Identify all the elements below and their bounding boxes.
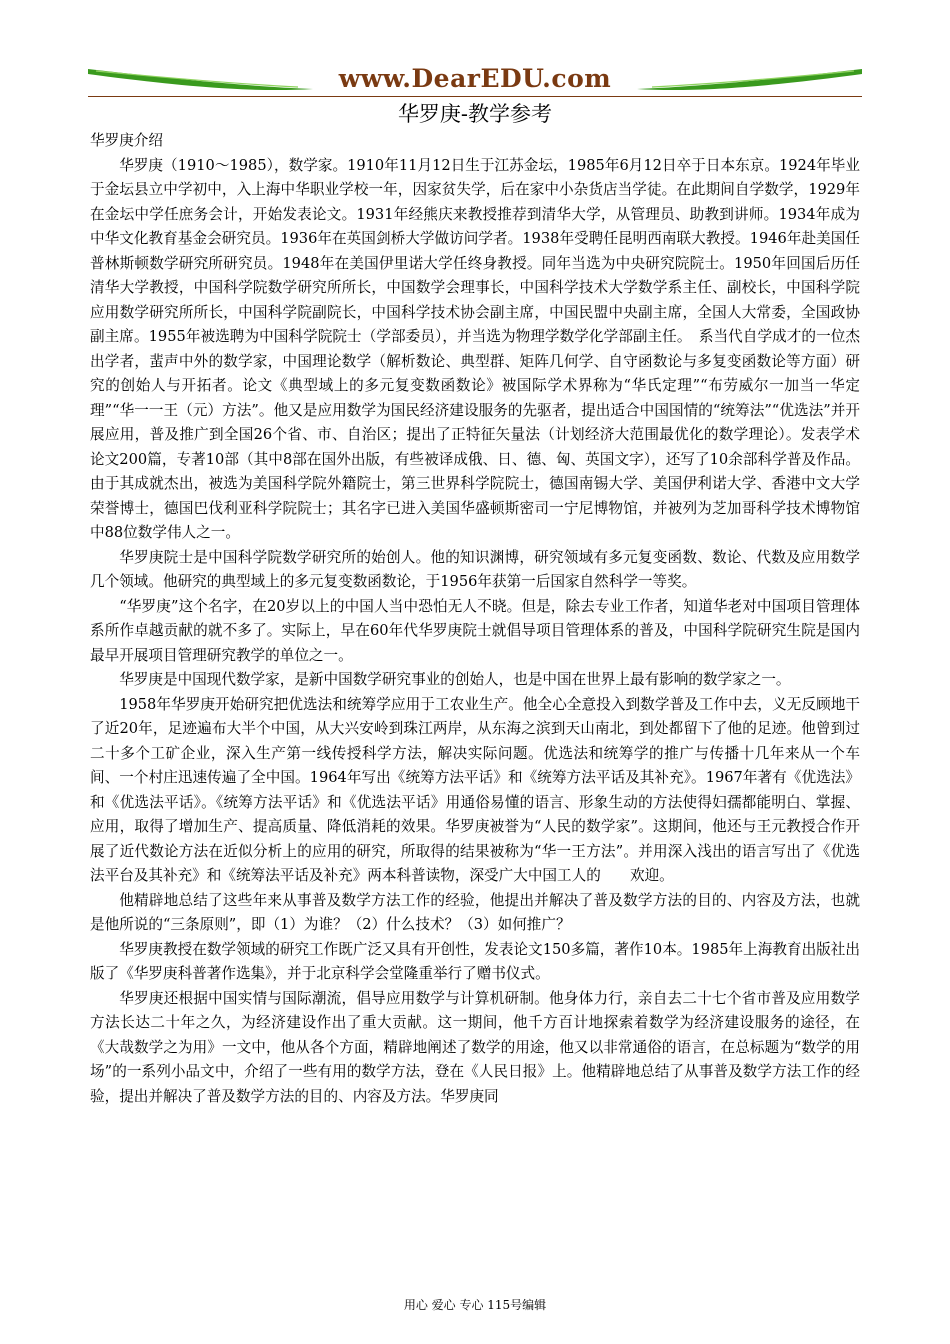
banner-divider <box>88 96 862 97</box>
site-banner <box>88 62 862 96</box>
page-title: 华罗庚-教学参考 <box>397 102 553 126</box>
paragraph-2: 华罗庚院士是中国科学院数学研究所的始创人。他的知识渊博，研究领域有多元复变函数、数论、代数及应用数学几个领域。他研究的典型域上的多元复变数函数论，于1956年获第一后国家自然科学一等奖。 <box>90 548 860 590</box>
paragraph-8: 华罗庚还根据中国实情与国际潮流，倡导应用数学与计算机研制。他身体力行，亲自去二十七个省市普及应用数学方法长达二十年之久，为经济建设作出了重大贡献。这一期间，他千方百计地探索着数学为经济建设服务的途径，在《大哉数学之为用》一文中，他从各个方面，精辟地阐述了数学的用途，他又以非常通俗的语言，在总标题为“数学的用场”的一系列小品文中，介绍了一些有用的数学方法，登在《人民日报》上。他精辟地总结了从事普及数学方法工作的经验，提出并解决了普及数学方法的目的、内容及方法。华罗庚同 <box>90 989 860 1105</box>
paragraph-1: 华罗庚（1910～1985），数学家。1910年11月12日生于江苏金坛，1985年6月12日卒于日本东京。1924年毕业于金坛县立中学初中，入上海中华职业学校一年，因家贫失学，后在家中小杂货店当学徒。在此期间自学数学，1929年在金坛中学任庶务会计，开始发表论文。1931年经熊庆来教授推荐到清华大学，从管理员、助教到讲师。1934年成为中华文化教育基金会研究员。1936年在英国剑桥大学做访问学者。1938年受聘任昆明西南联大教授。1946年赴美国任普林斯顿数学研究所研究员。1948年在美国伊里诺大学任终身教授。同年当选为中央研究院院士。1950年回国后历任清华大学教授，中国科学院数学研究所所长，中国数学会理事长，中国科学技术大学数学系主任、副校长，中国科学院应用数学研究所所长，中国科学院副院长，中国科学技术协会副主席，中国民盟中央副主席，全国人大常委，全国政协副主席。1955年被选聘为中国科学院院士（学部委员），并当选为物理学数学化学部副主任。 系当代自学成才的一位杰出学者，蜚声中外的数学家，中国理论数学（解析数论、典型群、矩阵几何学、自守函数论与多复变函数论等方面）研究的创始人与开拓者。论文《典型域上的多元复变数函数论》被国际学术界称为“华氏定理”“布劳威尔一加当一华定理”“华一一王（元）方法”。他又是应用数学为国民经济建设服务的先驱者，提出适合中国国情的“统筹法”“优选法”并开展应用，普及推广到全国26个省、市、自治区；提出了正特征矢量法（计划经济大范围最优化的数学理论）。发表学术论文200篇，专著10部（其中8部在国外出版，有些被译成俄、日、德、匈、英国文字），还写了10余部科学普及作品。由于其成就杰出，被选为美国科学院外籍院士，第三世界科学院院士，德国南锡大学、美国伊利诺大学、香港中文大学荣誉博士，德国巴伐利亚科学院院士；其名字已进入美国华盛顿斯密司一宁尼博物馆，并被列为芝加哥科学技术博物馆中88位数学伟人之一。 <box>90 156 860 541</box>
section-heading: 华罗庚介绍 <box>90 132 163 149</box>
document-body <box>90 129 860 1109</box>
paragraph-3: “华罗庚”这个名字，在20岁以上的中国人当中恐怕无人不晓。但是，除去专业工作者，知道华老对中国项目管理体系所作卓越贡献的就不多了。实际上，早在60年代华罗庚院士就倡导项目管理体系的普及，中国科学院研究生院是国内最早开展项目管理研究教学的单位之一。 <box>90 597 860 664</box>
page-footer: 用心 爱心 专心 115号编辑 <box>403 1298 547 1312</box>
paragraph-6: 他精辟地总结了这些年来从事普及数学方法工作的经验，他提出并解决了普及数学方法的目的、内容及方法，也就是他所说的“三条原则”，即（1）为谁？（2）什么技术？（3）如何推广？ <box>90 891 860 933</box>
paragraph-7: 华罗庚教授在数学领域的研究工作既广泛又具有开创性，发表论文150多篇，著作10本。1985年上海教育出版社出版了《华罗庚科普著作选集》，并于北京科学会堂隆重举行了赠书仪式。 <box>90 940 860 982</box>
paragraph-5: 1958年华罗庚开始研究把优选法和统筹学应用于工农业生产。他全心全意投入到数学普及工作中去，义无反顾地干了近20年，足迹遍布大半个中国，从大兴安岭到珠江两岸，从东海之滨到天山南北，到处都留下了他的足迹。他曾到过二十多个工矿企业，深入生产第一线传授科学方法，解决实际问题。优选法和统筹学的推广与传播十几年来从一个车间、一个村庄迅速传遍了全中国。1964年写出《统筹方法平话》和《统筹方法平话及其补充》。1967年著有《优选法》和《优选法平话》。《统筹方法平话》和《优选法平话》用通俗易懂的语言、形象生动的方法使得妇孺都能明白、掌握、应用，取得了增加生产、提高质量、降低消耗的效果。华罗庚被誉为“人民的数学家”。这期间，他还与王元教授合作开展了近代数论方法在近似分析上的应用的研究，所取得的结果被称为“华一王方法”。并用深入浅出的语言写出了《优选法平台及其补充》和《统筹法平话及补充》两本科普读物，深受广大中国工人的 欢迎。 <box>90 695 860 884</box>
site-url: www.DearEDU.com <box>338 64 612 93</box>
paragraph-4: 华罗庚是中国现代数学家，是新中国数学研究事业的创始人，也是中国在世界上最有影响的数学家之一。 <box>119 671 791 688</box>
